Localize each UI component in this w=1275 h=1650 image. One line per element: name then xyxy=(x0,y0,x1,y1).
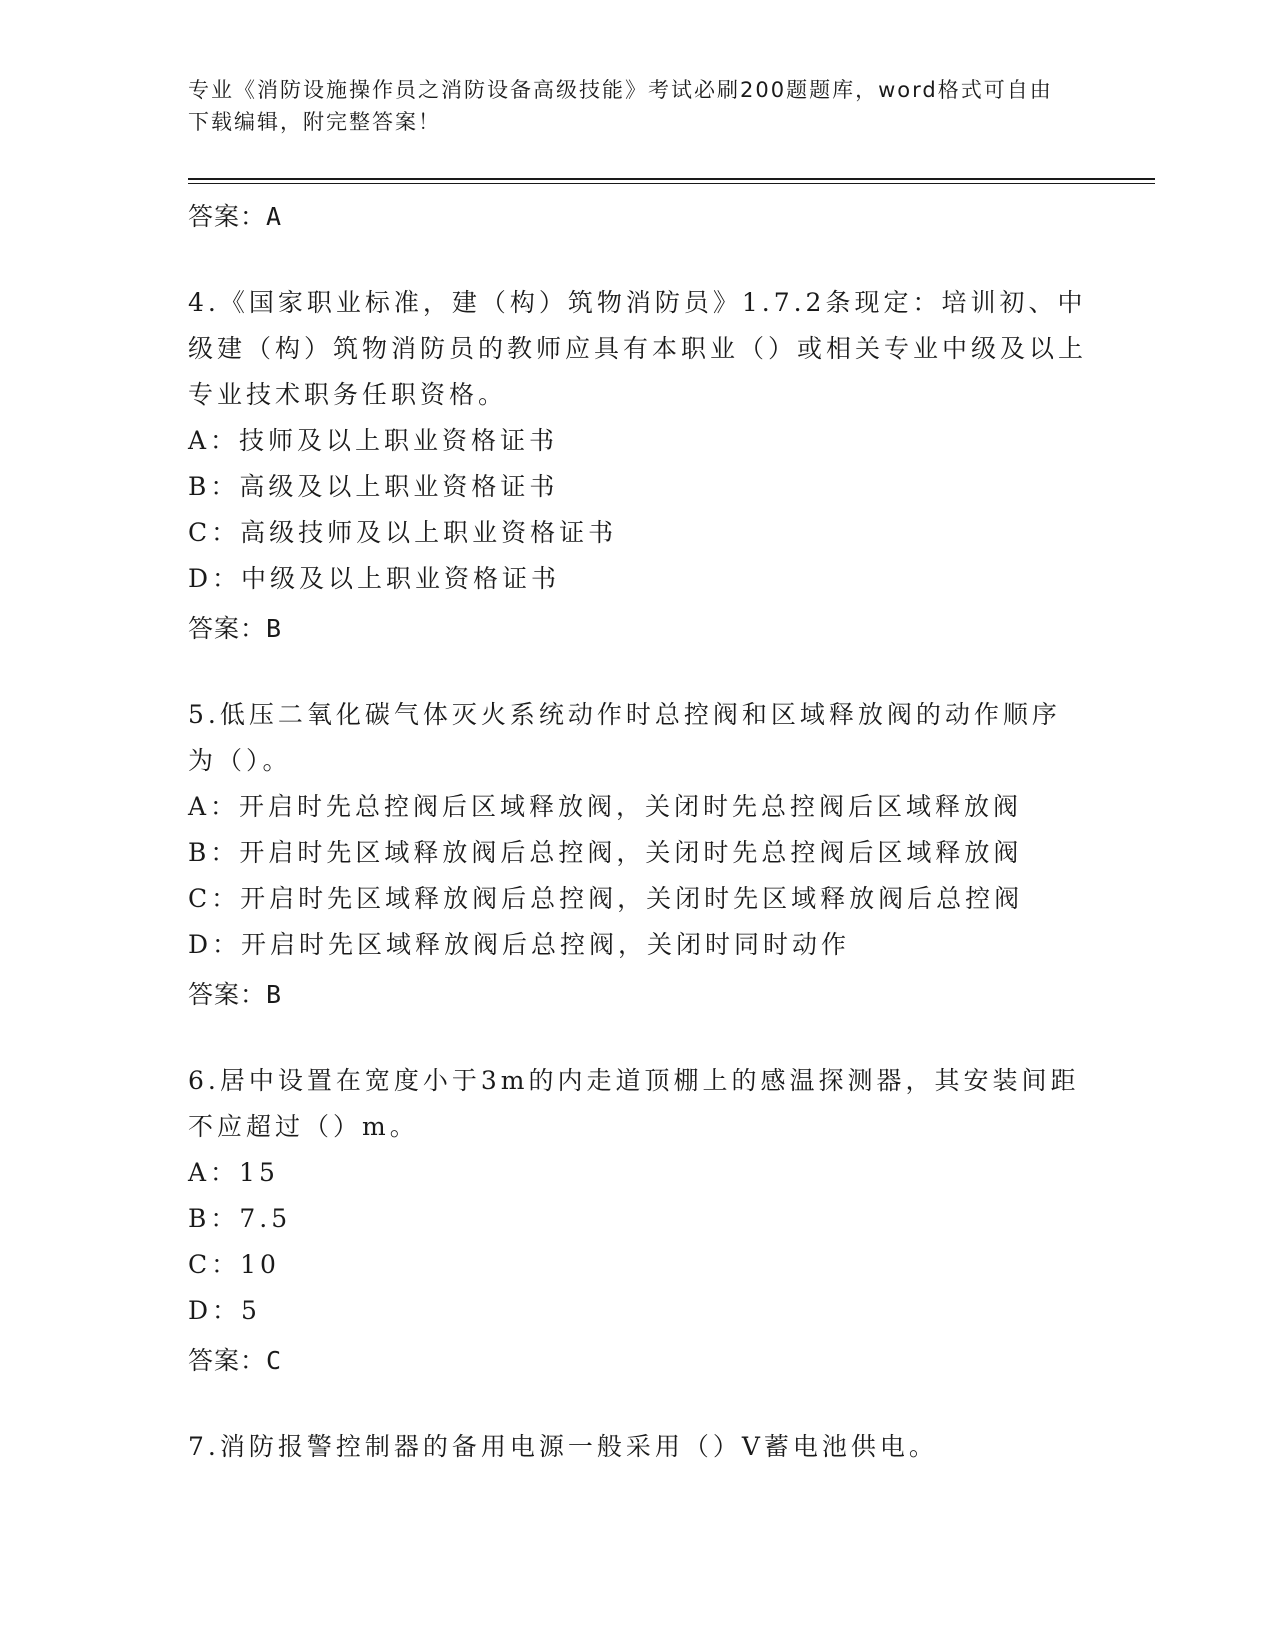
header-divider-thick xyxy=(188,178,1155,180)
option-a: A：开启时先总控阀后区域释放阀，关闭时先总控阀后区域释放阀 xyxy=(188,792,1023,821)
option-d: D：开启时先区域释放阀后总控阀，关闭时同时动作 xyxy=(188,930,851,959)
option-b: B：7.5 xyxy=(188,1204,292,1233)
answer-label: 答案： xyxy=(188,980,267,1009)
option-b: B：开启时先区域释放阀后总控阀，关闭时先总控阀后区域释放阀 xyxy=(188,838,1023,867)
question-block xyxy=(188,1424,1088,1470)
question-text: 7.消防报警控制器的备用电源一般采用（）V蓄电池供电。 xyxy=(188,1432,938,1461)
option-a: A：15 xyxy=(188,1158,279,1187)
answer xyxy=(188,1338,1088,1384)
previous-answer xyxy=(188,194,1088,240)
option-b: B：高级及以上职业资格证书 xyxy=(188,472,559,501)
option-c: C：开启时先区域释放阀后总控阀，关闭时先区域释放阀后总控阀 xyxy=(188,884,1024,913)
question-list xyxy=(188,190,1088,1470)
question-text: 4.《国家职业标准，建（构）筑物消防员》1.7.2条现定：培训初、中级建（构）筑物消防员的教师应具有本职业（）或相关专业中级及以上专业技术职务任职资格。 xyxy=(188,288,1088,409)
question-text: 5.低压二氧化碳气体灭火系统动作时总控阀和区域释放阀的动作顺序为（）。 xyxy=(188,700,1061,775)
answer-value: B xyxy=(266,980,283,1009)
option-a: A：技师及以上职业资格证书 xyxy=(188,426,559,455)
option-c: C：10 xyxy=(188,1250,280,1279)
answer xyxy=(188,606,1088,652)
option-c: C：高级技师及以上职业资格证书 xyxy=(188,518,618,547)
answer-value: A xyxy=(266,202,283,231)
question-block xyxy=(188,692,1088,1018)
option-d: D：5 xyxy=(188,1296,261,1325)
question-block xyxy=(188,1058,1088,1384)
document-header xyxy=(188,74,1068,138)
option-d: D：中级及以上职业资格证书 xyxy=(188,564,561,593)
answer-label: 答案： xyxy=(188,614,267,643)
answer-label: 答案： xyxy=(188,202,267,231)
answer-value: C xyxy=(266,1346,283,1375)
answer-value: B xyxy=(266,614,283,643)
header-title: 专业《消防设施操作员之消防设备高级技能》考试必刷200题题库，word格式可自由下载编辑，附完整答案！ xyxy=(188,78,1053,134)
question-block xyxy=(188,280,1088,652)
header-divider-thin xyxy=(188,183,1155,184)
answer-label: 答案： xyxy=(188,1346,267,1375)
answer xyxy=(188,972,1088,1018)
question-text: 6.居中设置在宽度小于3m的内走道顶棚上的感温探测器，其安装间距不应超过（）m。 xyxy=(188,1066,1080,1141)
